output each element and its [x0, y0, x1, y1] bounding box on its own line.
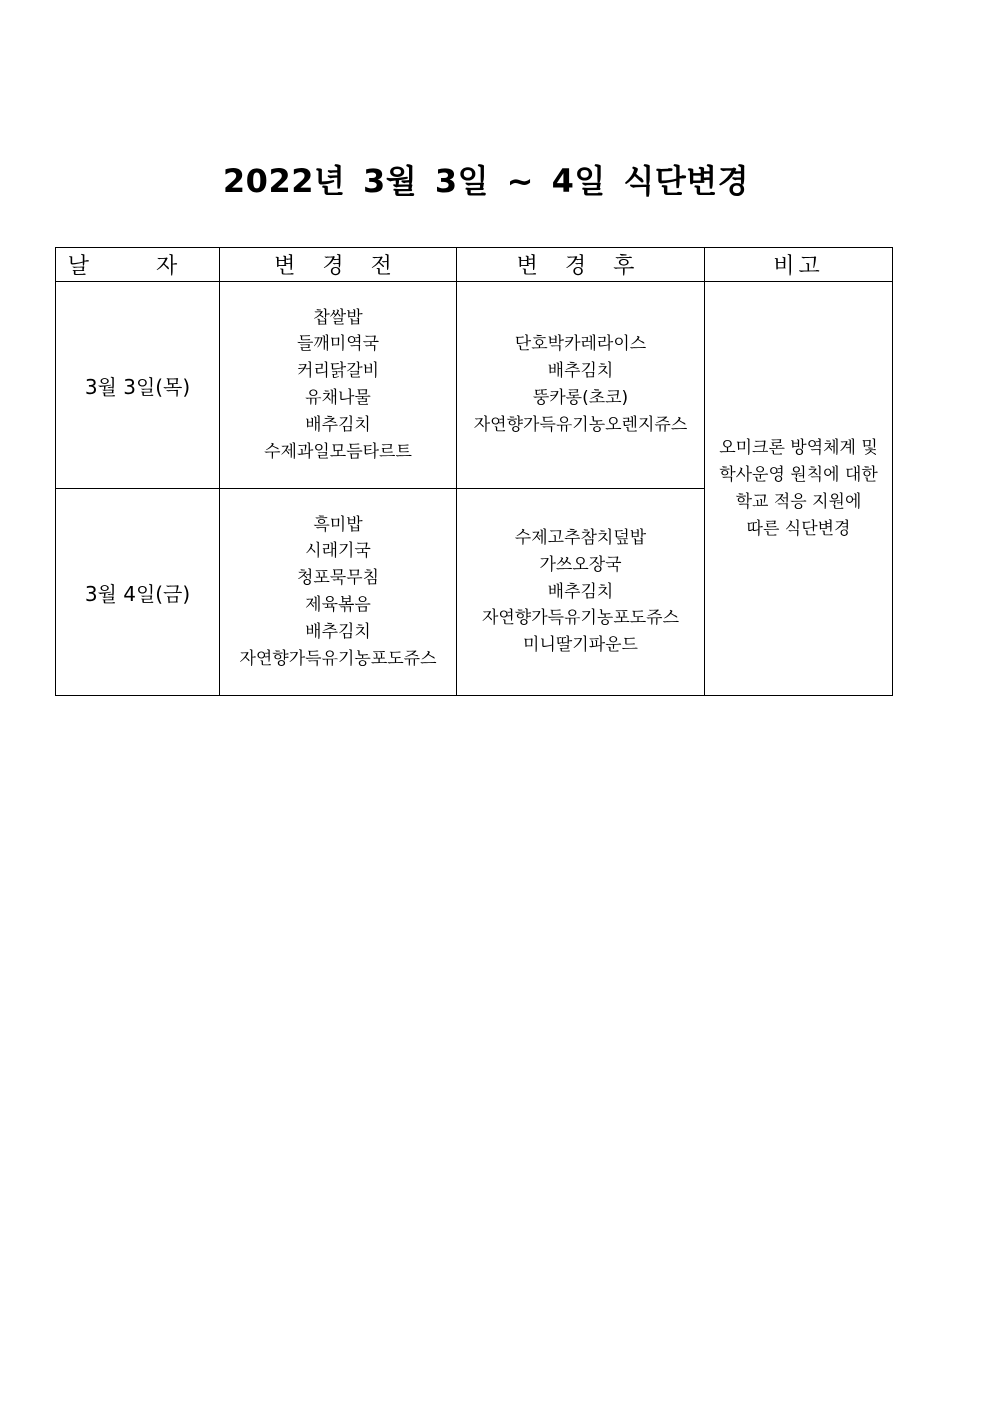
menu-item: 수제고추참치덮밥	[514, 528, 647, 548]
table-row	[56, 282, 893, 489]
after-menu-cell	[457, 282, 705, 489]
before-menu-list	[220, 305, 456, 466]
note-line: 학교 적응 지원에	[735, 491, 862, 512]
table-header-row	[56, 248, 893, 282]
menu-item: 가쓰오장국	[539, 554, 622, 575]
menu-item: 배추김치	[305, 621, 371, 642]
menu-item: 커리닭갈비	[296, 361, 380, 382]
menu-item: 청포묵무침	[296, 568, 380, 589]
header-note: 비고	[705, 248, 893, 282]
date-cell: 3월 4일(금)	[56, 489, 220, 696]
before-menu-cell	[220, 489, 457, 696]
header-after: 변 경 후	[457, 248, 705, 282]
menu-item: 자연향가득유기농포도쥬스	[239, 648, 437, 669]
note-line: 학사운영 원칙에 대한	[719, 464, 878, 485]
menu-change-table	[55, 247, 893, 696]
header-before: 변 경 전	[220, 248, 457, 282]
before-menu-cell	[220, 282, 457, 489]
menu-item: 들깨미역국	[296, 334, 380, 355]
menu-item: 유채나물	[305, 388, 371, 408]
menu-item: 수제과일모듬타르트	[264, 441, 412, 462]
date-cell: 3월 3일(목)	[56, 282, 220, 489]
menu-item: 시래기국	[305, 541, 371, 562]
menu-item: 자연향가득유기농오렌지쥬스	[473, 414, 688, 435]
note-line: 따른 식단변경	[746, 518, 851, 539]
menu-item: 배추김치	[547, 581, 614, 602]
menu-item: 배추김치	[305, 414, 371, 435]
menu-item: 뚱카롱(초코)	[532, 388, 629, 408]
before-menu-list	[220, 512, 456, 673]
menu-item: 제육볶음	[305, 595, 371, 615]
after-menu-list	[457, 331, 704, 438]
menu-item: 단호박카레라이스	[514, 334, 647, 355]
menu-item: 자연향가득유기농포도쥬스	[481, 608, 680, 629]
page-title: 2022년 3월 3일 ~ 4일 식단변경	[222, 162, 750, 200]
after-menu-cell	[457, 489, 705, 696]
header-date: 날 자	[56, 248, 220, 282]
menu-item: 흑미밥	[313, 514, 363, 535]
after-menu-list	[457, 525, 704, 659]
menu-item: 찹쌀밥	[313, 307, 363, 328]
note-cell	[705, 282, 893, 696]
menu-item: 미니딸기파운드	[523, 635, 638, 656]
note-line: 오미크론 방역체계 및	[719, 437, 878, 458]
menu-item: 배추김치	[547, 361, 614, 382]
